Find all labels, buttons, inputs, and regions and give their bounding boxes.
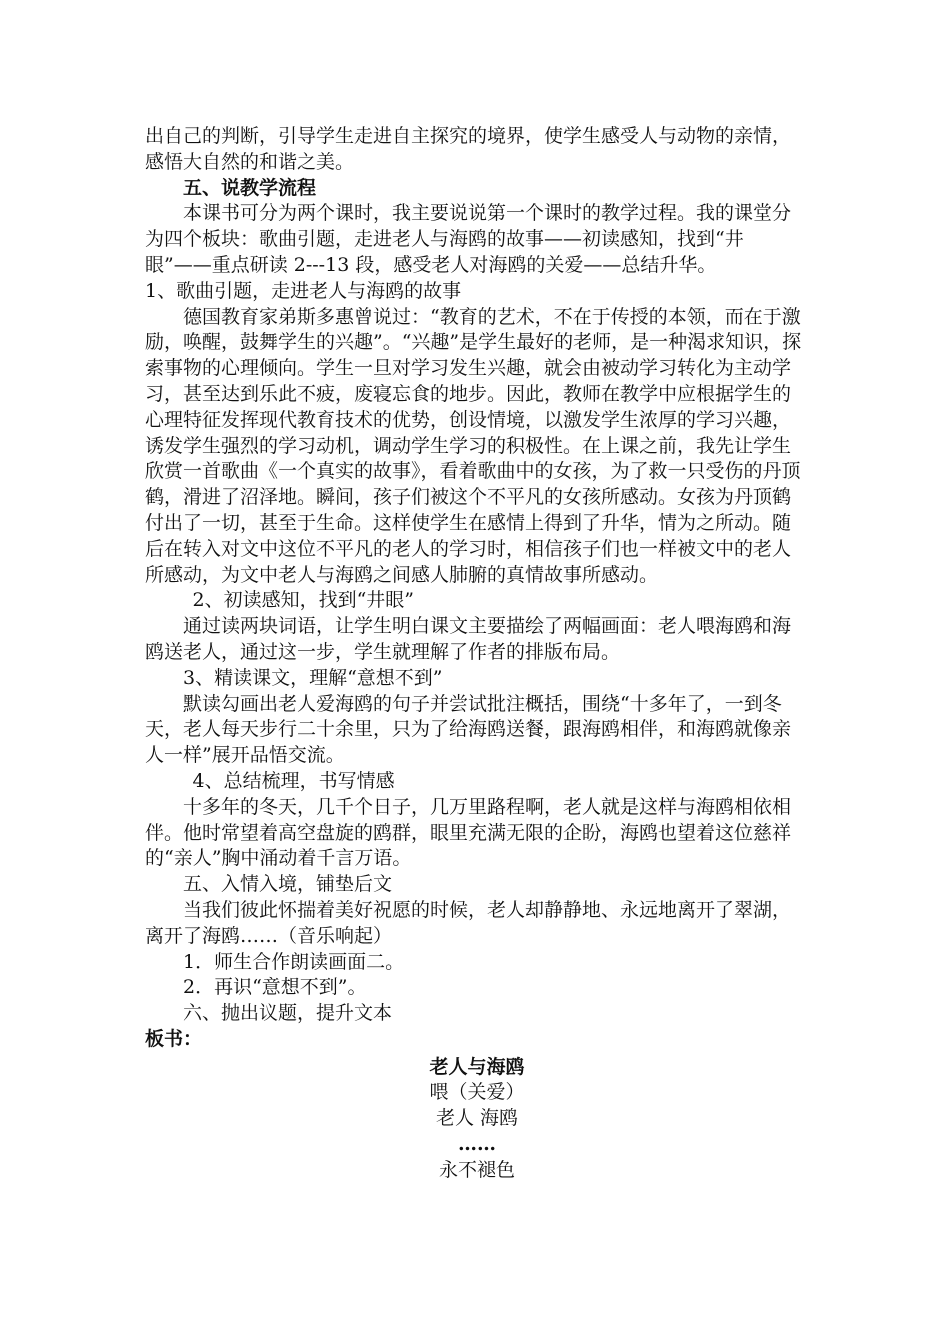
paragraph-intro-continued: 出自己的判断，引导学生走进自主探究的境界，使学生感受人与动物的亲情，感悟大自然的和谐之美。 bbox=[145, 125, 792, 173]
section-heading-teaching-process: 五、说教学流程 bbox=[183, 176, 317, 199]
paragraph-step-5: 当我们彼此怀揣着美好祝愿的时候，老人却静静地、永远地离开了翠湖，离开了海鸥……（音乐响起） bbox=[145, 898, 792, 947]
paragraph-step-3: 默读勾画出老人爱海鸥的句子并尝试批注概括，围绕“十多年了，一到冬天，老人每天步行二十余里，只为了给海鸥送餐，跟海鸥相伴，和海鸥就像亲人一样”展开品悟交流。 bbox=[145, 692, 792, 767]
paragraph-step-2: 通过读两块词语，让学生明白课文主要描绘了两幅画面：老人喂海鸥和海鸥送老人，通过这一步，学生就理解了作者的排版布局。 bbox=[145, 615, 792, 663]
paragraph-step-4: 十多年的冬天，几千个日子，几万里路程啊，老人就是这样与海鸥相依相伴。他时常望着高空盘旋的鸥群，眼里充满无限的企盼，海鸥也望着这位慈祥的“亲人”胸中涌动着千言万语。 bbox=[145, 795, 792, 870]
step-heading-5: 五、入情入境，铺垫后文 bbox=[183, 873, 393, 896]
step-heading-6: 六、抛出议题，提升文本 bbox=[183, 1002, 393, 1025]
board-line-forever: 永不褪色 bbox=[438, 1158, 515, 1181]
list-item-1: 1．师生合作朗读画面二。 bbox=[183, 950, 405, 973]
board-line-characters: 老人 海鸥 bbox=[435, 1107, 519, 1130]
board-title: 老人与海鸥 bbox=[429, 1055, 525, 1078]
list-item-2: 2．再识“意想不到”。 bbox=[183, 976, 367, 999]
document-page bbox=[145, 124, 809, 1184]
board-label: 板书： bbox=[145, 1027, 203, 1050]
step-heading-2: 2、初读感知，找到“井眼” bbox=[192, 589, 415, 612]
paragraph-overview: 本课书可分为两个课时，我主要说说第一个课时的教学过程。我的课堂分为四个板块：歌曲引题，走进老人与海鸥的故事——初读感知，找到“井眼”——重点研读 2---13 段，感受老人对海鸥的关爱——总结升华。 bbox=[145, 202, 792, 276]
blackboard-outline bbox=[145, 1055, 809, 1184]
board-line-ellipsis: …… bbox=[458, 1133, 496, 1156]
board-line-feed: 喂（关爱） bbox=[429, 1081, 525, 1104]
step-heading-1: 1、歌曲引题，走进老人与海鸥的故事 bbox=[145, 279, 462, 302]
paragraph-step-1: 德国教育家弟斯多惠曾说过：“教育的艺术，不在于传授的本领，而在于激励，唤醒，鼓舞学生的兴趣”。“兴趣”是学生最好的老师，是一种渴求知识，探索事物的心理倾向。学生一旦对学习发生兴趣，就会由被动学习转化为主动学习，甚至达到乐此不疲，废寝忘食的地步。因此，教师在教学中应根据学生的心理特征发挥现代教育技术的优势，创设情境，以激发学生浓厚的学习兴趣，诱发学生强烈的学习动机，调动学生学习的积极性。在上课之前，我先让学生欣赏一首歌曲《一个真实的故事》，看着歌曲中的女孩，为了救一只受伤的丹顶鹤，滑进了沼泽地。瞬间，孩子们被这个不平凡的女孩所感动。女孩为丹顶鹤付出了一切，甚至于生命。这样使学生在感情上得到了升华，情为之所动。随后在转入对文中这位不平凡的老人的学习时，相信孩子们也一样被文中的老人所感动，为文中老人与海鸥之间感人肺腑的真情故事所感动。 bbox=[145, 305, 802, 586]
step-heading-3: 3、精读课文，理解“意想不到” bbox=[183, 666, 443, 689]
step-heading-4: 4、总结梳理，书写情感 bbox=[192, 769, 395, 792]
